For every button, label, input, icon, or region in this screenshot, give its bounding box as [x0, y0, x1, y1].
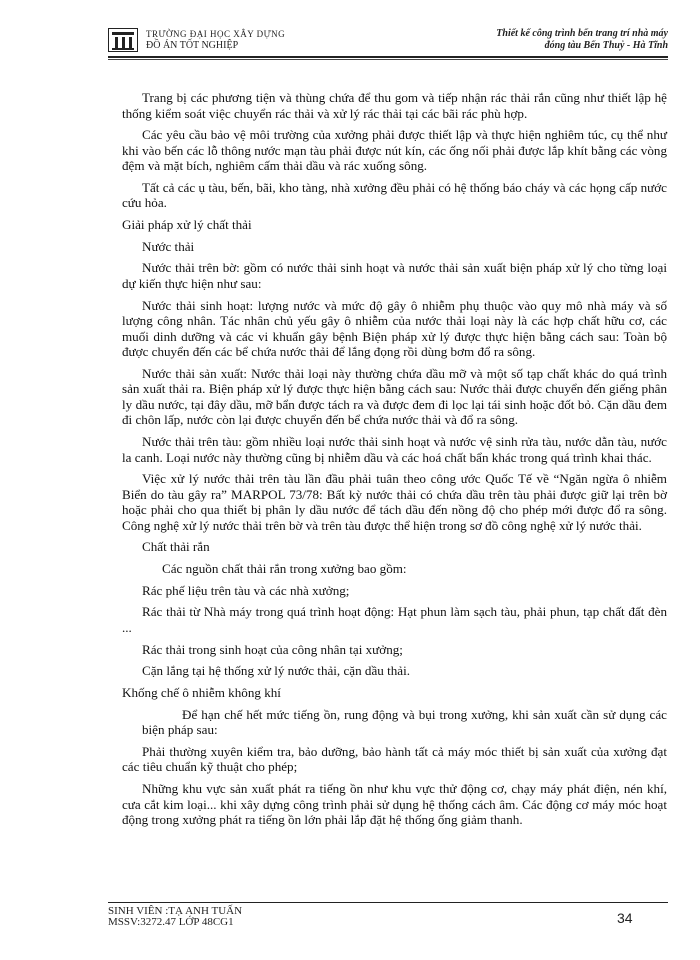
project-title-line1: Thiết kế công trình bến trang trí nhà máy [496, 28, 668, 39]
student-name: SINH VIÊN :TẠ ANH TUẤN [108, 905, 243, 917]
paragraph: Các yêu cầu bảo vệ môi trường của xưởng phải được thiết lập và thực hiện nghiêm túc, cụ thể như khi vào bến các lỗ thông nước mạn tàu phải được nút kín, các ống nối phải được lắp khít bằng các vòng đệm và mặt bích, nghiêm cấm thải dầu và rác xuống sông. [122, 127, 667, 174]
footer-student-info [108, 906, 242, 928]
section-heading-air-pollution: Khống chế ô nhiễm không khí [122, 685, 281, 700]
list-item: Những khu vực sản xuất phát ra tiếng ồn như khu vực thử động cơ, chạy máy phát điện, nén khí, cưa cắt kim loại... khi xây dựng công trình phải sử dụng hệ thống cách âm. Các động cơ máy móc hoạt động trong xưởng phát ra tiếng ồn lớn phải lắp đặt hệ thống ống giảm thanh. [122, 781, 667, 828]
school-name: TRƯỜNG ĐẠI HỌC XÂY DỰNG [146, 29, 286, 39]
header-rule [108, 56, 668, 58]
list-item: Rác thải trong sinh hoạt của công nhân tại xưởng; [142, 641, 403, 657]
page-number: 34 [617, 910, 633, 926]
paragraph: Tất cả các ụ tàu, bến, bãi, kho tàng, nhà xưởng đều phải có hệ thống báo cháy và các họng cấp nước cứu hỏa. [122, 179, 667, 211]
paragraph: Việc xử lý nước thải trên tàu lần đầu phải tuân theo công ước Quốc Tế về “Ngăn ngừa ô nhiễm Biển do tàu gây ra” MARPOL 73/78: Bất kỳ nước thải có chứa dầu trên tàu phải được giữ lại trên bờ hoặc phải cho qua thiết bị phân ly dầu nước để tách dầu đến nồng độ cho phép mới được đổ ra sông. Công nghệ xử lý nước thải trên bờ và trên tàu được thể hiện trong sơ đồ công nghệ xử lý nước thải. [122, 471, 667, 533]
list-item: Rác phế liệu trên tàu và các nhà xưởng; [142, 582, 350, 598]
list-item: Phải thường xuyên kiểm tra, bảo dưỡng, bảo hành tất cả máy móc thiết bị sản xuất của xưởng đạt các tiêu chuẩn kỹ thuật cho phép; [122, 743, 667, 775]
section-heading-waste-treatment: Giải pháp xử lý chất thải [122, 217, 252, 233]
paragraph: Các nguồn chất thải rắn trong xưởng bao gồm: [162, 561, 407, 577]
paragraph: Nước thải trên tàu: gồm nhiều loại nước thải sinh hoạt và nước vệ sinh rửa tàu, nước dằn tàu, nước la canh. Loại nước này thường cũng bị nhiễm dầu và các hoá chất bẩn khác trong quá trình khai thác. [122, 434, 667, 465]
paragraph: Nước thải trên bờ: gồm có nước thải sinh hoạt và nước thải sản xuất biện pháp xử lý cho từng loại dự kiến thực hiện như sau: [122, 260, 667, 291]
header-rule-thin [108, 59, 668, 60]
project-type: ĐỒ ÁN TỐT NGHIỆP [146, 40, 239, 51]
paragraph: Nước thải sản xuất: Nước thải loại này thường chứa dầu mỡ và một số tạp chất khác do quá trình sản xuất thải ra. Biện pháp xử lý được thực hiện bằng cách sau: Nước thải được chuyển đến giếng phân ly dầu nước, tại đây dầu, mỡ bẩn được tách ra và được đem đi lọc lại tái sinh hoặc đốt bỏ. Cặn dầu đem đi chôn lấp, nước còn lại được chuyển đến bể chứa nước thải và đổ ra sông. [122, 365, 667, 428]
page-header [108, 28, 668, 54]
header-title-block [496, 28, 668, 52]
project-title-line2: đóng tàu Bến Thuỷ - Hà Tĩnh [544, 40, 668, 51]
paragraph: Nước thải sinh hoạt: lượng nước và mức độ gây ô nhiễm phụ thuộc vào quy mô nhà máy và số lượng công nhân. Tác nhân chủ yếu gây ô nhiễm của nước thải loại này là các hợp chất hữu cơ, các muối dinh dưỡng và các vi khuẩn gây bệnh Biện pháp xử lý được thực hiện bằng cách sau: Toàn bộ được chuyển đến các bể chứa nước thải để lắng đọng rồi dùng bơm đổ ra sông. [122, 297, 667, 360]
list-item: Cặn lắng tại hệ thống xử lý nước thải, cặn dầu thải. [142, 663, 411, 679]
subsection-heading-wastewater: Nước thải [142, 238, 195, 254]
paragraph: Để hạn chế hết mức tiếng ồn, rung động và bụi trong xưởng, khi sản xuất cần sử dụng các biện pháp sau: [142, 706, 667, 738]
university-logo-icon [108, 28, 138, 52]
student-id-class: MSSV:3272.47 LỚP 48CG1 [108, 916, 234, 928]
header-left-block [146, 29, 285, 51]
page-body [122, 90, 667, 834]
footer-rule [108, 902, 668, 903]
list-item: Rác thải từ Nhà máy trong quá trình hoạt động: Hạt phun làm sạch tàu, phải phun, tạp chất đất đèn ... [122, 604, 667, 635]
subsection-heading-solid-waste: Chất thải rắn [142, 539, 210, 555]
paragraph: Trang bị các phương tiện và thùng chứa để thu gom và tiếp nhận rác thải rắn cũng như thiết lập hệ thống kiểm soát việc chuyển rác thải và xử lý rác thải tại các bãi rác phù hợp. [122, 90, 667, 121]
